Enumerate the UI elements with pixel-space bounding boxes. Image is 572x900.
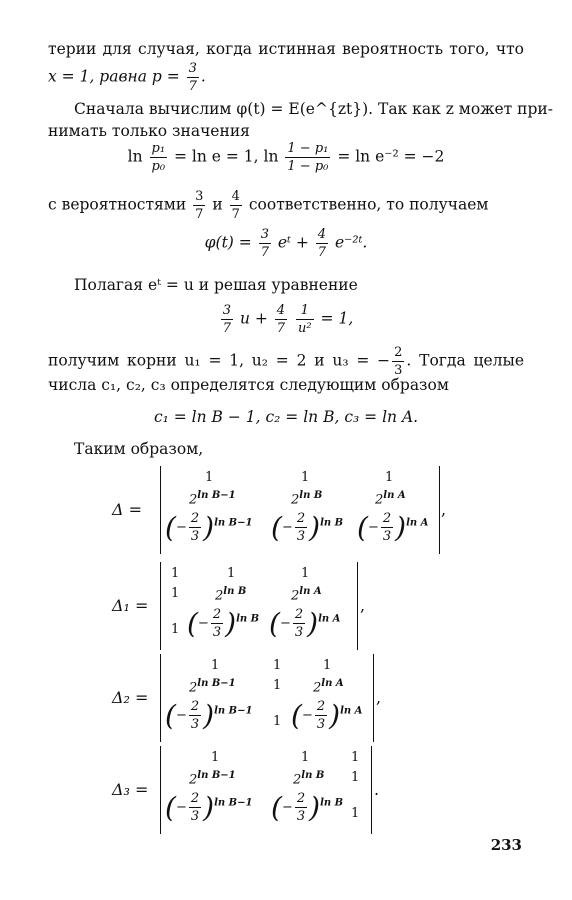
exponent: ln A [321, 678, 344, 689]
paren-close: ) [307, 606, 319, 640]
denominator: u² [298, 321, 312, 336]
base: 2 [215, 588, 224, 604]
base: 2 [375, 492, 384, 508]
numerator: 2 [382, 511, 392, 526]
delta1-label: Δ₁ = [112, 596, 149, 615]
text-line-10 [48, 346, 524, 377]
ln-c: = ln e⁻² = −2 [337, 147, 445, 166]
denominator: 3 [296, 809, 306, 824]
numerator: 2 [294, 607, 304, 622]
exponent: ln B−1 [197, 490, 236, 501]
numerator: 4 [231, 189, 240, 204]
eq-b: = 1, [320, 309, 354, 328]
numerator: 3 [222, 303, 232, 318]
text-line-2 [48, 62, 524, 93]
cell-3-2: 1 [273, 714, 282, 729]
denominator: 1 − p₀ [287, 159, 329, 174]
formula-c: c₁ = ln B − 1, c₂ = ln B, c₃ = ln A. [153, 408, 419, 426]
eq-a: u + [239, 309, 268, 328]
fraction [259, 228, 271, 259]
trailing-period: . [374, 780, 380, 799]
delta3-label: Δ₃ = [112, 780, 149, 799]
formula-ln [0, 142, 572, 173]
paren-close: ) [395, 510, 407, 544]
exponent: ln B [236, 613, 260, 625]
fraction [189, 512, 201, 543]
minus: − [281, 800, 293, 815]
fraction [295, 512, 307, 543]
trailing-comma: , [441, 500, 447, 519]
minus: − [301, 708, 313, 723]
cell-1-3: 1 [351, 750, 360, 765]
exponent: ln B [301, 770, 325, 781]
paren-close: ) [225, 606, 237, 640]
fraction [392, 346, 404, 377]
cell-1-2: 1 [273, 658, 282, 673]
cell-3-3: 1 [351, 806, 360, 821]
numerator: 2 [394, 345, 403, 360]
exponent: ln B−1 [214, 797, 253, 809]
phi-b: eᵗ + [277, 233, 309, 252]
base: 2 [189, 680, 198, 696]
paren-close: ) [329, 698, 341, 732]
cell-1-1: 1 [211, 750, 220, 765]
fraction [230, 190, 242, 221]
cell-2-3 [313, 678, 344, 695]
exponent: ln B−1 [197, 678, 236, 689]
l10-a: получим корни u₁ = 1, u₂ = 2 и u₃ = − [48, 351, 391, 370]
cell-1-3: 1 [301, 566, 310, 581]
cell-1-2: 1 [227, 566, 236, 581]
cell-1-3: 1 [323, 658, 332, 673]
cell-3-1 [165, 700, 252, 731]
fraction [187, 62, 199, 93]
denominator: 3 [294, 625, 304, 640]
paren-open: ( [291, 698, 302, 732]
text-line-6 [48, 190, 524, 221]
text-line-13: Таким образом, [74, 440, 204, 458]
determinant-delta-2 [160, 654, 374, 742]
phi-a: φ(t) = [204, 233, 252, 252]
exponent: ln A [340, 705, 363, 717]
numerator: 2 [190, 511, 200, 526]
fraction [285, 142, 330, 173]
exponent: ln B−1 [214, 517, 253, 529]
denominator: 7 [276, 321, 286, 336]
fraction [293, 608, 305, 639]
numerator: 1 − p₁ [287, 141, 329, 156]
minus: − [281, 520, 293, 535]
cell-2-2 [293, 770, 324, 787]
text-line-4: нимать только значения [48, 122, 250, 140]
exponent: ln B [299, 490, 323, 501]
minus: − [175, 708, 187, 723]
cell-3-2 [271, 512, 343, 543]
paren-open: ( [165, 698, 176, 732]
paren-open: ( [271, 790, 282, 824]
denominator: 7 [195, 207, 204, 222]
trailing-comma: , [376, 688, 382, 707]
paren-close: ) [203, 790, 215, 824]
fraction [211, 608, 223, 639]
phi-c: e⁻²ᵗ. [335, 233, 368, 252]
delta2-label: Δ₂ = [112, 688, 149, 707]
cell-1-2: 1 [301, 470, 310, 485]
formula-equation [0, 304, 572, 335]
denominator: 3 [382, 529, 392, 544]
formula-phi [0, 228, 572, 259]
minus: − [197, 616, 209, 631]
denominator: 3 [296, 529, 306, 544]
base: 2 [291, 492, 300, 508]
base: 2 [189, 492, 198, 508]
exponent: ln B [320, 797, 344, 809]
fraction [296, 304, 314, 335]
fraction [316, 228, 328, 259]
fraction [150, 142, 168, 173]
cell-2-2 [291, 490, 322, 507]
trailing-comma: , [360, 596, 366, 615]
minus: − [175, 520, 187, 535]
denominator: 3 [190, 529, 200, 544]
numerator: 2 [296, 791, 306, 806]
cell-3-1 [165, 512, 252, 543]
fraction [193, 190, 205, 221]
fraction [295, 792, 307, 823]
numerator: 1 [296, 304, 314, 320]
denominator: 3 [316, 717, 326, 732]
numerator: 2 [296, 511, 306, 526]
denominator: 7 [188, 79, 197, 94]
cell-1-1: 1 [211, 658, 220, 673]
paren-close: ) [203, 698, 215, 732]
cell-2-1 [189, 490, 236, 507]
cell-2-1 [189, 678, 236, 695]
exponent: ln A [299, 586, 322, 597]
l10-b: . Тогда целые [406, 351, 524, 370]
base: 2 [293, 772, 302, 788]
exponent: ln A [383, 490, 406, 501]
cell-3-1 [165, 792, 252, 823]
minus: − [367, 520, 379, 535]
numerator: 3 [195, 189, 204, 204]
denominator: p₀ [151, 159, 166, 174]
base: 2 [291, 588, 300, 604]
base: 2 [313, 680, 322, 696]
paren-open: ( [357, 510, 368, 544]
numerator: 2 [212, 607, 222, 622]
numerator: 2 [190, 791, 200, 806]
denominator: 7 [260, 245, 269, 260]
determinant-delta-1 [160, 562, 358, 650]
l6-c: соответственно, то получаем [248, 195, 489, 214]
denominator: 3 [212, 625, 222, 640]
denominator: 7 [317, 245, 327, 260]
text-line-11: числа c₁, c₂, c₃ определятся следующим образом [48, 376, 449, 394]
l6-a: с вероятностями [48, 195, 187, 214]
fraction [315, 700, 327, 731]
ln-a: ln [127, 147, 143, 166]
denominator: 3 [190, 809, 200, 824]
determinant-delta [160, 466, 440, 554]
denominator: 3 [190, 717, 200, 732]
numerator: 2 [316, 699, 326, 714]
cell-2-2: 1 [273, 678, 282, 693]
cell-1-2: 1 [301, 750, 310, 765]
fraction [221, 304, 233, 335]
exponent: ln B [320, 517, 344, 529]
delta-label: Δ = [112, 500, 143, 519]
cell-1-1: 1 [171, 566, 180, 581]
denominator: 7 [222, 321, 232, 336]
cell-1-3: 1 [385, 470, 394, 485]
ln-b: = ln e = 1, ln [174, 147, 279, 166]
numerator: 3 [260, 227, 269, 242]
cell-3-3 [291, 700, 362, 731]
cell-2-3: 1 [351, 770, 360, 785]
l6-b: и [212, 195, 223, 214]
paren-close: ) [309, 510, 321, 544]
numerator: p₁ [151, 141, 166, 156]
determinant-delta-3 [160, 746, 372, 834]
numerator: 3 [188, 61, 197, 76]
paren-close: ) [203, 510, 215, 544]
cell-3-2 [187, 608, 259, 639]
numerator: 4 [276, 303, 286, 318]
page-number: 233 [490, 836, 522, 854]
cell-2-3 [375, 490, 406, 507]
numerator: 4 [317, 227, 327, 242]
paren-open: ( [165, 790, 176, 824]
numerator: 2 [190, 699, 200, 714]
cell-2-3 [291, 586, 322, 603]
base: 2 [189, 772, 198, 788]
cell-3-3 [357, 512, 428, 543]
text-line-3: Сначала вычислим φ(t) = E(e^{zt}). Так как z может при- [74, 100, 553, 118]
minus: − [279, 616, 291, 631]
cell-2-1: 1 [171, 586, 180, 601]
text-line-2-a: x = 1, равна p = [48, 67, 180, 86]
text-line-8: Полагая eᵗ = u и решая уравнение [74, 276, 358, 294]
fraction [189, 792, 201, 823]
minus: − [175, 800, 187, 815]
cell-3-2 [271, 792, 343, 823]
cell-3-3 [269, 608, 340, 639]
exponent: ln B−1 [214, 705, 253, 717]
period: . [200, 67, 206, 86]
paren-open: ( [269, 606, 280, 640]
paren-open: ( [271, 510, 282, 544]
fraction [189, 700, 201, 731]
fraction [275, 304, 287, 335]
cell-2-1 [189, 770, 236, 787]
cell-2-2 [215, 586, 246, 603]
cell-1-1: 1 [205, 470, 214, 485]
denominator: 3 [394, 363, 403, 378]
exponent: ln B [223, 586, 247, 597]
exponent: ln B−1 [197, 770, 236, 781]
paren-open: ( [165, 510, 176, 544]
paren-open: ( [187, 606, 198, 640]
paren-close: ) [309, 790, 321, 824]
exponent: ln A [318, 613, 341, 625]
exponent: ln A [406, 517, 429, 529]
cell-3-1: 1 [171, 622, 180, 637]
denominator: 7 [231, 207, 240, 222]
text-line-1: терии для случая, когда истинная вероятность того, что [48, 40, 524, 58]
fraction [381, 512, 393, 543]
